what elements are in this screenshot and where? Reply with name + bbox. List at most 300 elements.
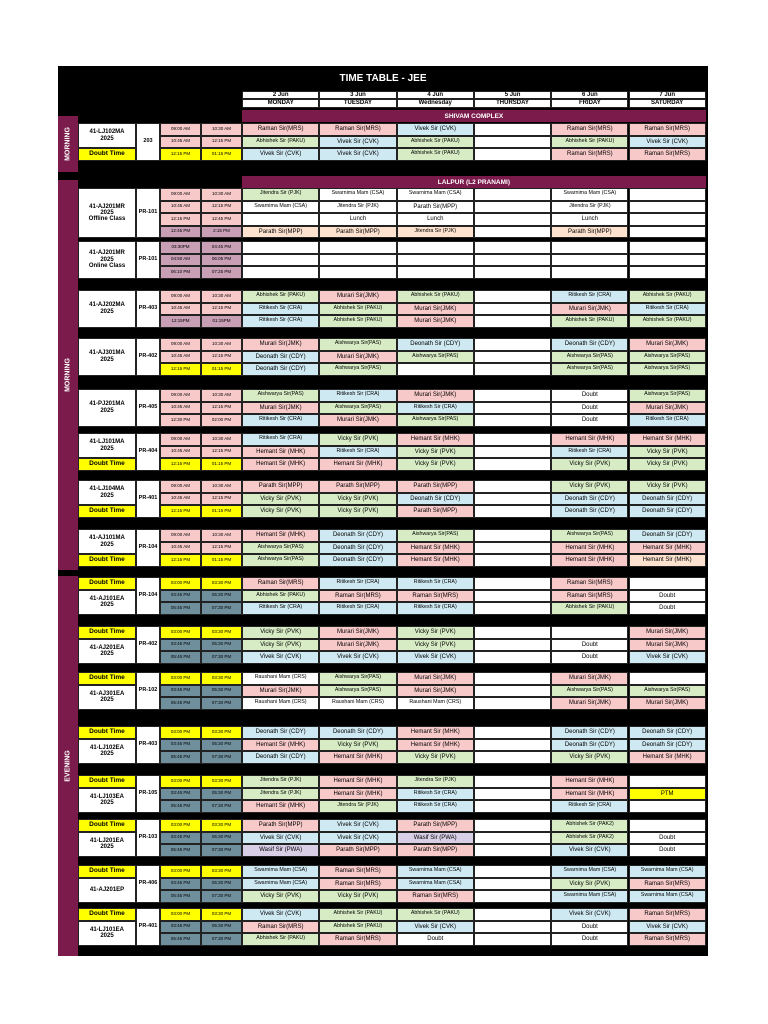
start-time-cell: 03:30PM (160, 241, 201, 254)
class-slot-cell (474, 188, 551, 201)
class-slot-cell: Vivek Sir (CVK) (319, 651, 396, 664)
end-time-cell: 03:30 PM (201, 908, 242, 921)
end-time-cell: 01:15 PM (201, 458, 242, 471)
class-slot-cell: Hemant Sir (MHK) (551, 788, 628, 801)
end-time-cell: 05:30 PM (201, 832, 242, 845)
class-slot-cell: Aishwarya Sir(PAS) (629, 685, 706, 698)
class-slot-cell: Vivek Sir (CVK) (242, 832, 319, 845)
end-time-cell: 03:30 PM (201, 672, 242, 685)
class-slot-cell: Raman Sir(MRS) (629, 123, 706, 136)
end-time-cell: 07:30 PM (201, 890, 242, 903)
end-time-cell: 07:25 PM (201, 266, 242, 279)
start-time-cell: 12:30 PM (160, 414, 201, 427)
class-slot-cell: Ritikesh Sir (CRA) (397, 602, 474, 615)
end-time-cell: 05:30 PM (201, 921, 242, 934)
room-cell: PR-101 (136, 241, 160, 279)
day-name-header: MONDAY (242, 99, 319, 108)
class-slot-cell: Doubt (551, 933, 628, 946)
room-cell: PR-101 (136, 188, 160, 238)
class-slot-cell (474, 844, 551, 857)
class-slot-cell: Ritikesh Sir (CRA) (242, 414, 319, 427)
class-slot-cell: Raman Sir(MRS) (397, 590, 474, 603)
class-slot-cell: Murari Sir(JMK) (319, 639, 396, 652)
batch-name-cell: 41-AJ101EA 2025 (78, 590, 136, 615)
class-slot-cell (629, 213, 706, 226)
class-slot-cell: Ritikesh Sir (CRA) (551, 800, 628, 813)
class-slot-cell: Vicky Sir (PVK) (551, 480, 628, 493)
doubt-time-cell: Doubt Time (78, 726, 136, 739)
class-slot-cell: Vivek Sir (CVK) (242, 908, 319, 921)
class-slot-cell: Swarnima Mam (CSA) (319, 188, 396, 201)
class-slot-cell: Hemant Sir (MHK) (551, 775, 628, 788)
class-slot-cell: Doubt (629, 844, 706, 857)
class-slot-cell: Hemant Sir (MHK) (629, 542, 706, 555)
class-slot-cell: Doubt (551, 651, 628, 664)
class-slot-cell: Raman Sir(MRS) (629, 148, 706, 161)
end-time-cell: 12:15 PM (201, 136, 242, 149)
end-time-cell: 10:30 AM (201, 188, 242, 201)
class-slot-cell: Murari Sir(JMK) (397, 685, 474, 698)
start-time-cell: 03:00 PM (160, 819, 201, 832)
class-slot-cell: Hemant Sir (MHK) (319, 788, 396, 801)
start-time-cell: 09:00 AM (160, 123, 201, 136)
class-slot-cell (474, 402, 551, 415)
class-slot-cell: Vicky Sir (PVK) (319, 493, 396, 506)
class-slot-cell (474, 890, 551, 903)
class-slot-cell: Jitendra Sir (PJK) (319, 800, 396, 813)
start-time-cell: 12:15 PM (160, 554, 201, 567)
class-slot-cell (474, 751, 551, 764)
class-slot-cell: Parath Sir(MPP) (242, 480, 319, 493)
class-slot-cell: PTM (629, 788, 706, 801)
start-time-cell: 12:15 PM (160, 213, 201, 226)
batch-name-cell: 41-LJ103EA 2025 (78, 788, 136, 813)
start-time-cell: 09:00 AM (160, 290, 201, 303)
class-slot-cell: Ritikesh Sir (CRA) (242, 303, 319, 316)
end-time-cell: 01:15PM (201, 315, 242, 328)
class-slot-cell (474, 685, 551, 698)
doubt-time-cell: Doubt Time (78, 148, 136, 161)
class-slot-cell: Murari Sir(JMK) (551, 303, 628, 316)
class-slot-cell: Hemant Sir (MHK) (242, 800, 319, 813)
day-date-header: 7 Jun (629, 91, 706, 99)
start-time-cell: 05:45 PM (160, 751, 201, 764)
class-slot-cell: Abhishek Sir (PAKU) (551, 315, 628, 328)
class-slot-cell: Abhishek Sir (PAK2) (551, 819, 628, 832)
class-slot-cell: Aishwarya Sir(PAS) (319, 672, 396, 685)
end-time-cell: 01:15 PM (201, 148, 242, 161)
end-time-cell: 05:30 PM (201, 739, 242, 752)
day-name-header: TUESDAY (319, 99, 396, 108)
batch-name-cell: 41-AJ201MR 2025 Offline Class (78, 188, 136, 238)
class-slot-cell: Deonath Sir (CDY) (629, 726, 706, 739)
class-slot-cell (474, 254, 551, 267)
timetable-sheet (58, 66, 708, 956)
end-time-cell: 12:45 PM (201, 213, 242, 226)
class-slot-cell: Aishwarya Sir(PAS) (629, 363, 706, 376)
start-time-cell: 03:45 PM (160, 639, 201, 652)
doubt-time-cell: Doubt Time (78, 819, 136, 832)
end-time-cell: 03:30 PM (201, 819, 242, 832)
start-time-cell: 09:00 AM (160, 433, 201, 446)
end-time-cell: 10:30 AM (201, 433, 242, 446)
class-slot-cell: Abhishek Sir (PAKU) (397, 908, 474, 921)
day-name-header: THURSDAY (474, 99, 551, 108)
class-slot-cell: Aishwarya Sir(PAS) (242, 389, 319, 402)
end-time-cell: 03:30 PM (201, 626, 242, 639)
class-slot-cell (629, 241, 706, 254)
end-time-cell: 12:15 PM (201, 303, 242, 316)
class-slot-cell: Aishwarya Sir(PAS) (319, 363, 396, 376)
class-slot-cell: Vivek Sir (CVK) (319, 819, 396, 832)
class-slot-cell: Parath Sir(MPP) (397, 201, 474, 214)
class-slot-cell: Hemant Sir (MHK) (242, 739, 319, 752)
class-slot-cell: Jitendra Sir (PJK) (397, 226, 474, 239)
class-slot-cell: Aishwarya Sir(PAS) (551, 685, 628, 698)
start-time-cell: 12:45 PM (160, 226, 201, 239)
class-slot-cell (474, 739, 551, 752)
class-slot-cell (242, 254, 319, 267)
start-time-cell: 10:45 AM (160, 303, 201, 316)
room-cell: PR-402 (136, 338, 160, 376)
end-time-cell: 07:30 PM (201, 751, 242, 764)
start-time-cell: 03:45 PM (160, 590, 201, 603)
class-slot-cell: Doubt (551, 639, 628, 652)
class-slot-cell: Deonath Sir (CDY) (629, 739, 706, 752)
class-slot-cell: Vicky Sir (PVK) (551, 878, 628, 891)
class-slot-cell (474, 651, 551, 664)
end-time-cell: 10:30 AM (201, 529, 242, 542)
day-name-header: FRIDAY (551, 99, 628, 108)
class-slot-cell: Abhishek Sir (PAK2) (551, 832, 628, 845)
start-time-cell: 05:45 PM (160, 844, 201, 857)
class-slot-cell: Aishwarya Sir(PAS) (397, 529, 474, 542)
class-slot-cell: Deonath Sir (CDY) (242, 363, 319, 376)
end-time-cell: 06:05 PM (201, 254, 242, 267)
class-slot-cell: Vicky Sir (PVK) (629, 480, 706, 493)
room-cell: PR-404 (136, 433, 160, 471)
start-time-cell: 12:15 PM (160, 363, 201, 376)
class-slot-cell: Hemant Sir (MHK) (397, 726, 474, 739)
class-slot-cell: Ritikesh Sir (CRA) (629, 303, 706, 316)
room-cell: PR-401 (136, 908, 160, 946)
room-cell: PR-403 (136, 290, 160, 328)
room-cell: PR-401 (136, 480, 160, 518)
class-slot-cell (474, 819, 551, 832)
doubt-time-cell: Doubt Time (78, 908, 136, 921)
class-slot-cell (242, 213, 319, 226)
class-slot-cell: Deonath Sir (CDY) (629, 529, 706, 542)
class-slot-cell: Ritikesh Sir (CRA) (397, 788, 474, 801)
class-slot-cell (629, 254, 706, 267)
class-slot-cell: Murari Sir(JMK) (319, 414, 396, 427)
class-slot-cell: Vicky Sir (PVK) (242, 493, 319, 506)
start-time-cell: 12:15PM (160, 315, 201, 328)
class-slot-cell: Aishwarya Sir(PAS) (242, 542, 319, 555)
room-cell: PR-103 (136, 819, 160, 857)
start-time-cell: 03:45 PM (160, 878, 201, 891)
class-slot-cell: Abhishek Sir (PAKU) (629, 315, 706, 328)
class-slot-cell: Swarnima Mam (CSA) (397, 865, 474, 878)
class-slot-cell (474, 832, 551, 845)
end-time-cell: 01:15 PM (201, 554, 242, 567)
class-slot-cell (474, 266, 551, 279)
class-slot-cell (551, 626, 628, 639)
start-time-cell: 03:45 PM (160, 921, 201, 934)
class-slot-cell: Vicky Sir (PVK) (397, 751, 474, 764)
end-time-cell: 12:15 PM (201, 542, 242, 555)
class-slot-cell: Swarnima Mam (CSA) (629, 865, 706, 878)
class-slot-cell (474, 389, 551, 402)
class-slot-cell: Aishwarya Sir(PAS) (551, 351, 628, 364)
class-slot-cell (474, 726, 551, 739)
class-slot-cell: Vivek Sir (CVK) (242, 651, 319, 664)
class-slot-cell: Parath Sir(MPP) (319, 226, 396, 239)
class-slot-cell: Raman Sir(MRS) (319, 933, 396, 946)
class-slot-cell: Jitendra Sir (PJK) (319, 201, 396, 214)
day-name-header: SATURDAY (629, 99, 706, 108)
class-slot-cell: Jitendra Sir (PJK) (242, 775, 319, 788)
class-slot-cell: Murari Sir(JMK) (242, 338, 319, 351)
room-cell: PR-104 (136, 529, 160, 567)
end-time-cell: 05:30 PM (201, 639, 242, 652)
class-slot-cell: Vicky Sir (PVK) (551, 751, 628, 764)
start-time-cell: 10:45 AM (160, 402, 201, 415)
class-slot-cell: Abhishek Sir (PAKU) (397, 136, 474, 149)
start-time-cell: 09:00 AM (160, 389, 201, 402)
class-slot-cell: Vivek Sir (CVK) (319, 832, 396, 845)
batch-name-cell: 41-AJ201EP (78, 878, 136, 903)
class-slot-cell: Parath Sir(MPP) (319, 844, 396, 857)
class-slot-cell (474, 577, 551, 590)
class-slot-cell (551, 254, 628, 267)
class-slot-cell: Hemant Sir (MHK) (319, 458, 396, 471)
class-slot-cell: Raman Sir(MRS) (319, 878, 396, 891)
start-time-cell: 03:45 PM (160, 685, 201, 698)
class-slot-cell (474, 529, 551, 542)
class-slot-cell: Murari Sir(JMK) (242, 685, 319, 698)
class-slot-cell (474, 290, 551, 303)
start-time-cell: 05:45 PM (160, 933, 201, 946)
class-slot-cell (474, 908, 551, 921)
class-slot-cell: Swarnima Mam (CSA) (242, 865, 319, 878)
class-slot-cell: Abhishek Sir (PAKU) (397, 290, 474, 303)
class-slot-cell: Jitendra Sir (PJK) (242, 788, 319, 801)
start-time-cell: 10:45 AM (160, 493, 201, 506)
class-slot-cell: Hemant Sir (MHK) (319, 775, 396, 788)
class-slot-cell: Swarnima Mam (CSA) (629, 890, 706, 903)
start-time-cell: 03:45 PM (160, 739, 201, 752)
class-slot-cell: Doubt (551, 414, 628, 427)
batch-name-cell: 41-LJ101EA 2025 (78, 921, 136, 946)
class-slot-cell (474, 590, 551, 603)
class-slot-cell: Hemant Sir (MHK) (397, 542, 474, 555)
class-slot-cell: Hemant Sir (MHK) (397, 739, 474, 752)
class-slot-cell: Ritikesh Sir (CRA) (397, 402, 474, 415)
batch-name-cell: 41-LJ102EA 2025 (78, 739, 136, 764)
section-banner: SHIVAM COMPLEX (242, 110, 706, 122)
class-slot-cell (474, 226, 551, 239)
class-slot-cell: Raman Sir(MRS) (319, 123, 396, 136)
class-slot-cell: Deonath Sir (CDY) (551, 739, 628, 752)
class-slot-cell: Doubt (551, 921, 628, 934)
class-slot-cell (474, 123, 551, 136)
class-slot-cell: Parath Sir(MPP) (319, 480, 396, 493)
class-slot-cell (474, 338, 551, 351)
class-slot-cell: Swarnima Mam (CSA) (397, 878, 474, 891)
doubt-time-cell: Doubt Time (78, 458, 136, 471)
end-time-cell: 07:30 PM (201, 844, 242, 857)
start-time-cell: 09:00 AM (160, 480, 201, 493)
class-slot-cell (474, 414, 551, 427)
start-time-cell: 05:45 PM (160, 697, 201, 710)
start-time-cell: 12:15 PM (160, 505, 201, 518)
class-slot-cell: Raushani Mam (CRS) (319, 697, 396, 710)
class-slot-cell (474, 433, 551, 446)
start-time-cell: 03:00 PM (160, 775, 201, 788)
class-slot-cell: Raman Sir(MRS) (319, 865, 396, 878)
class-slot-cell: Abhishek Sir (PAKU) (629, 290, 706, 303)
class-slot-cell (319, 254, 396, 267)
class-slot-cell (629, 266, 706, 279)
batch-name-cell: 41-LJ201EA 2025 (78, 832, 136, 857)
day-date-header: 5 Jun (474, 91, 551, 99)
class-slot-cell: Vicky Sir (PVK) (319, 739, 396, 752)
class-slot-cell: Aishwarya Sir(PAS) (397, 351, 474, 364)
class-slot-cell: Vicky Sir (PVK) (319, 433, 396, 446)
start-time-cell: 03:00 PM (160, 726, 201, 739)
class-slot-cell: Ritikesh Sir (CRA) (319, 446, 396, 459)
class-slot-cell (474, 672, 551, 685)
class-slot-cell (397, 266, 474, 279)
class-slot-cell: Ritikesh Sir (CRA) (397, 800, 474, 813)
class-slot-cell: Abhishek Sir (PAKU) (319, 908, 396, 921)
class-slot-cell: Vicky Sir (PVK) (629, 458, 706, 471)
start-time-cell: 03:45 PM (160, 788, 201, 801)
class-slot-cell: Wasif Sir (PWA) (242, 844, 319, 857)
end-time-cell: 12:15 PM (201, 493, 242, 506)
class-slot-cell: Vicky Sir (PVK) (397, 626, 474, 639)
class-slot-cell: Aishwarya Sir(PAS) (397, 414, 474, 427)
class-slot-cell: Raman Sir(MRS) (629, 908, 706, 921)
class-slot-cell: Vivek Sir (CVK) (319, 148, 396, 161)
class-slot-cell: Murari Sir(JMK) (397, 389, 474, 402)
class-slot-cell: Hemant Sir (MHK) (242, 458, 319, 471)
class-slot-cell: Murari Sir(JMK) (319, 351, 396, 364)
class-slot-cell (474, 505, 551, 518)
class-slot-cell (474, 800, 551, 813)
class-slot-cell: Doubt (397, 933, 474, 946)
class-slot-cell: Swarnima Mam (CSA) (551, 890, 628, 903)
class-slot-cell (242, 241, 319, 254)
page-title: TIME TABLE - JEE (339, 73, 427, 84)
room-cell: PR-105 (136, 775, 160, 813)
class-slot-cell: Murari Sir(JMK) (629, 626, 706, 639)
end-time-cell: 05:30 PM (201, 685, 242, 698)
start-time-cell: 10:45 AM (160, 201, 201, 214)
doubt-time-cell: Doubt Time (78, 865, 136, 878)
end-time-cell: 05:30 PM (201, 590, 242, 603)
room-cell: PR-102 (136, 672, 160, 710)
class-slot-cell (474, 933, 551, 946)
class-slot-cell: Ritikesh Sir (CRA) (551, 446, 628, 459)
class-slot-cell: Deonath Sir (CDY) (319, 529, 396, 542)
class-slot-cell: Deonath Sir (CDY) (551, 493, 628, 506)
class-slot-cell: Ritikesh Sir (CRA) (397, 577, 474, 590)
class-slot-cell: Raushani Mam (CRS) (397, 697, 474, 710)
class-slot-cell (474, 493, 551, 506)
class-slot-cell: Parath Sir(MPP) (397, 505, 474, 518)
room-cell: PR-405 (136, 389, 160, 427)
class-slot-cell: Deonath Sir (CDY) (629, 493, 706, 506)
class-slot-cell: Abhishek Sir (PAKU) (242, 290, 319, 303)
class-slot-cell: Hemant Sir (MHK) (242, 446, 319, 459)
class-slot-cell: Swarnima Mam (CSA) (551, 865, 628, 878)
section-banner: LALPUR (L2 PRANAMI) (242, 176, 706, 188)
class-slot-cell: Murari Sir(JMK) (397, 672, 474, 685)
class-slot-cell: Deonath Sir (CDY) (397, 493, 474, 506)
class-slot-cell (474, 458, 551, 471)
class-slot-cell (319, 241, 396, 254)
batch-name-cell: 41-AJ201MR 2025 Online Class (78, 241, 136, 279)
class-slot-cell: Hemant Sir (MHK) (551, 554, 628, 567)
batch-name-cell: 41-AJ301MA 2025 (78, 338, 136, 376)
doubt-time-cell: Doubt Time (78, 672, 136, 685)
doubt-time-cell: Doubt Time (78, 505, 136, 518)
class-slot-cell (474, 363, 551, 376)
class-slot-cell (474, 775, 551, 788)
start-time-cell: 09:00 AM (160, 188, 201, 201)
batch-name-cell: 41-AJ201EA 2025 (78, 639, 136, 664)
end-time-cell: 05:30 PM (201, 878, 242, 891)
class-slot-cell (474, 315, 551, 328)
class-slot-cell: Murari Sir(JMK) (242, 402, 319, 415)
class-slot-cell: Ritikesh Sir (CRA) (629, 414, 706, 427)
class-slot-cell: Murari Sir(JMK) (319, 626, 396, 639)
class-slot-cell: Abhishek Sir (PAKU) (242, 933, 319, 946)
class-slot-cell: Abhishek Sir (PAKU) (319, 315, 396, 328)
start-time-cell: 09:00 AM (160, 529, 201, 542)
end-time-cell: 02:00 PM (201, 414, 242, 427)
class-slot-cell: Vicky Sir (PVK) (242, 626, 319, 639)
start-time-cell: 05:45 PM (160, 890, 201, 903)
class-slot-cell: Lunch (397, 213, 474, 226)
class-slot-cell: Vivek Sir (CVK) (242, 148, 319, 161)
class-slot-cell: Murari Sir(JMK) (629, 402, 706, 415)
class-slot-cell: Raman Sir(MRS) (629, 933, 706, 946)
class-slot-cell: Ritikesh Sir (CRA) (242, 602, 319, 615)
class-slot-cell: Deonath Sir (CDY) (242, 351, 319, 364)
batch-name-cell: 41-AJ101MA 2025 (78, 529, 136, 554)
class-slot-cell: Abhishek Sir (PAKU) (551, 136, 628, 149)
class-slot-cell (474, 136, 551, 149)
class-slot-cell: Abhishek Sir (PAKU) (242, 136, 319, 149)
end-time-cell: 03:30 PM (201, 577, 242, 590)
class-slot-cell: Raman Sir(MRS) (551, 123, 628, 136)
day-date-header: 3 Jun (319, 91, 396, 99)
class-slot-cell: Aishwarya Sir(PAS) (242, 554, 319, 567)
class-slot-cell: Vivek Sir (CVK) (319, 136, 396, 149)
class-slot-cell: Raman Sir(MRS) (629, 878, 706, 891)
start-time-cell: 10:45 AM (160, 542, 201, 555)
class-slot-cell: Hemant Sir (MHK) (629, 433, 706, 446)
end-time-cell: 01:15 PM (201, 363, 242, 376)
end-time-cell: 10:30 AM (201, 389, 242, 402)
class-slot-cell (474, 201, 551, 214)
start-time-cell: 05:45 PM (160, 800, 201, 813)
class-slot-cell: Raman Sir(MRS) (242, 123, 319, 136)
class-slot-cell (242, 266, 319, 279)
